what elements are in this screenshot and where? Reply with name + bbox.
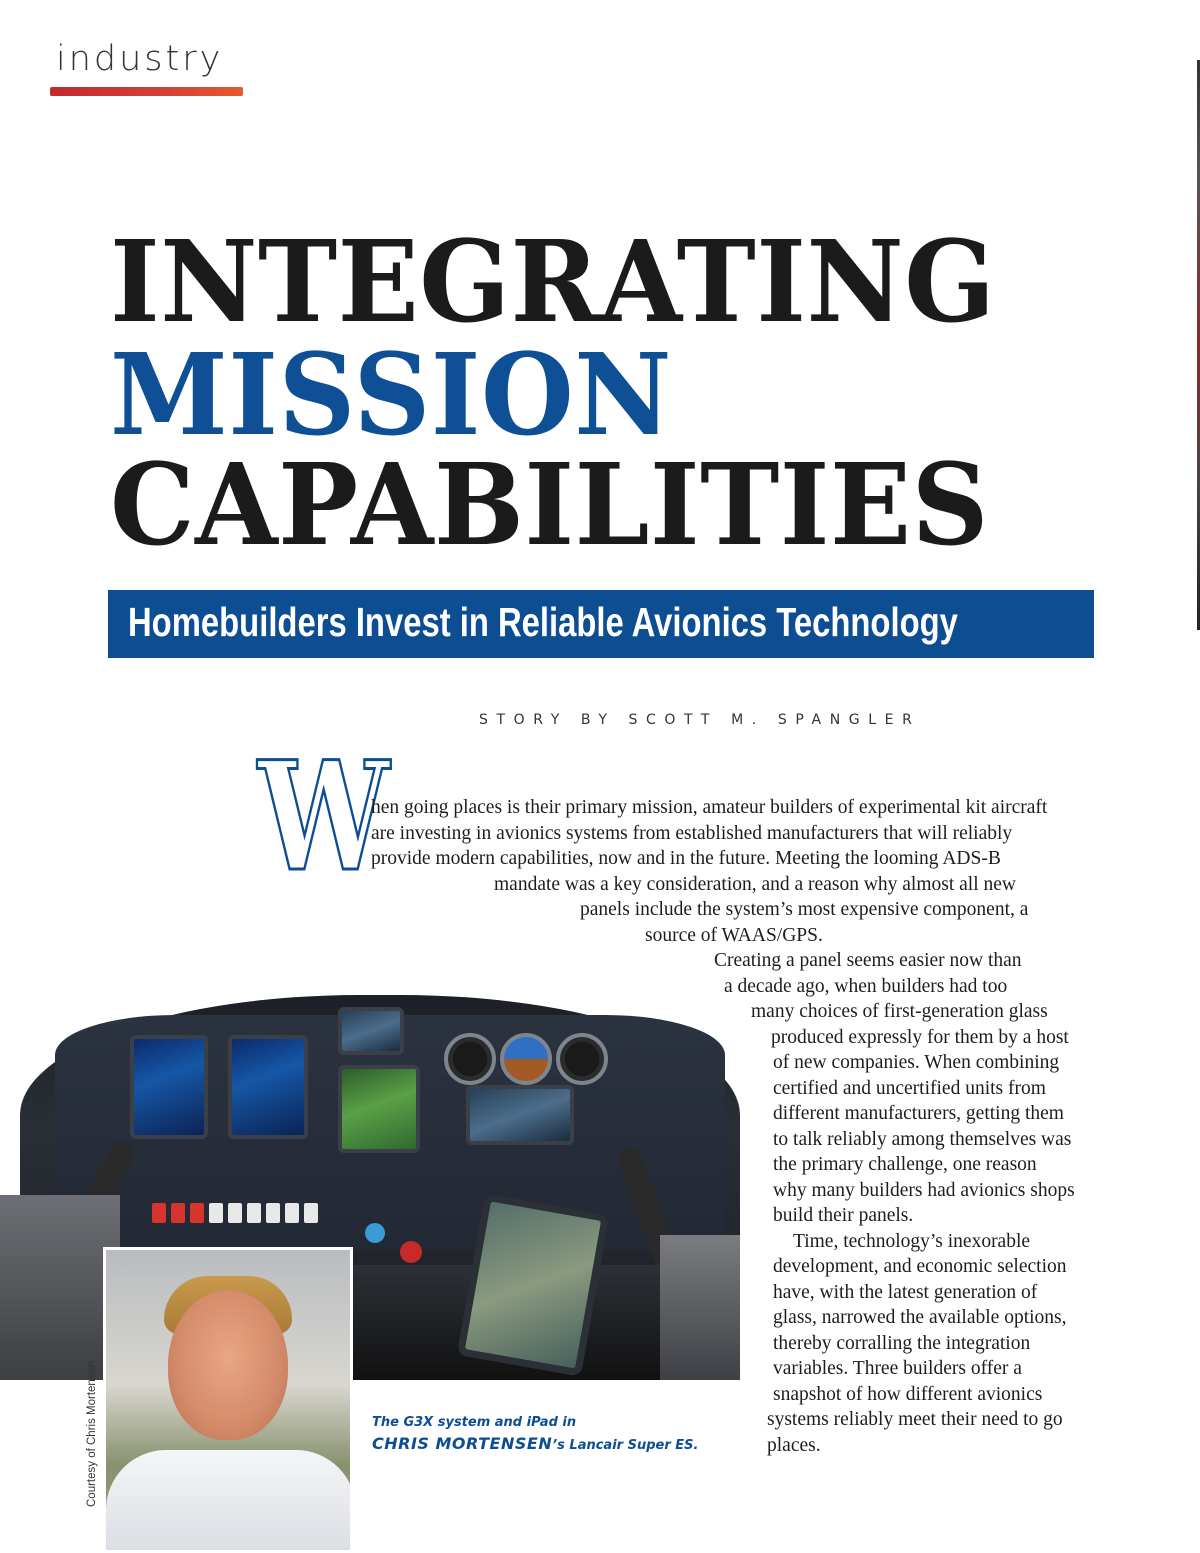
body-line: snapshot of how different avionics <box>773 1384 1043 1405</box>
switch <box>228 1203 242 1223</box>
subtitle-banner <box>108 590 1094 658</box>
gps-navigator <box>466 1085 574 1145</box>
body-line: certified and uncertified units from <box>773 1078 1046 1099</box>
portrait-shirt <box>106 1450 353 1553</box>
altimeter-gauge <box>556 1033 608 1085</box>
body-line: produced expressly for them by a host <box>771 1027 1069 1048</box>
portrait-face <box>168 1290 288 1440</box>
headline-line-1: INTEGRATING <box>110 217 996 348</box>
body-line: thereby corralling the integration <box>773 1333 1031 1354</box>
body-line: a decade ago, when builders had too <box>724 976 1008 997</box>
airspeed-gauge <box>444 1033 496 1085</box>
switch <box>247 1203 261 1223</box>
body-line: Time, technology’s inexorable <box>793 1231 1031 1252</box>
drop-cap: W <box>258 729 390 905</box>
body-line: build their panels. <box>773 1205 914 1226</box>
body-line: many choices of first-generation glass <box>751 1001 1048 1022</box>
gps-unit-top <box>338 1007 404 1055</box>
body-line: have, with the latest generation of <box>773 1282 1038 1303</box>
subtitle-text: Homebuilders Invest in Reliable Avionics Technology <box>128 599 958 645</box>
seat-right <box>660 1235 740 1380</box>
body-line: hen going places is their primary mission, amateur builders of experimental kit aircraft <box>371 797 1048 818</box>
caption-line-1: The G3X system and iPad in <box>372 1415 577 1430</box>
body-line: the primary challenge, one reason <box>773 1154 1037 1175</box>
body-line: Creating a panel seems easier now than <box>714 950 1022 971</box>
body-line: are investing in avionics systems from established manufacturers that will reliably <box>371 823 1013 844</box>
switch <box>152 1203 166 1223</box>
caption-line-2-rest: ’s Lancair Super ES. <box>552 1438 699 1453</box>
pfd-screen-left <box>130 1035 208 1139</box>
switch <box>266 1203 280 1223</box>
body-line: development, and economic selection <box>773 1256 1067 1277</box>
moving-map-screen <box>338 1065 420 1153</box>
body-line: glass, narrowed the available options, <box>773 1307 1067 1328</box>
caption-name: CHRIS MORTENSEN <box>372 1434 553 1453</box>
section-underline <box>50 87 243 96</box>
headline-line-3: CAPABILITIES <box>110 440 989 571</box>
body-line: variables. Three builders offer a <box>773 1358 1022 1379</box>
body-line: source of WAAS/GPS. <box>645 925 823 946</box>
body-line: places. <box>767 1435 821 1456</box>
body-line: provide modern capabilities, now and in the future. Meeting the looming ADS-B <box>371 848 1001 869</box>
body-line: different manufacturers, getting them <box>773 1103 1064 1124</box>
body-line: mandate was a key consideration, and a reason why almost all new <box>494 874 1016 895</box>
pfd-screen-right <box>228 1035 308 1139</box>
switch-row <box>152 1203 318 1223</box>
body-line: to talk reliably among themselves was <box>773 1129 1072 1150</box>
headline-line-2: MISSION <box>110 330 672 461</box>
section-label: industry <box>56 39 224 79</box>
body-line: why many builders had avionics shops <box>773 1180 1075 1201</box>
body-line: systems reliably meet their need to go <box>767 1409 1063 1430</box>
blue-knob <box>365 1223 385 1243</box>
portrait-photo <box>103 1247 353 1553</box>
caption-line-2 <box>372 1434 698 1453</box>
photo-credit: Courtesy of Chris Mortensen <box>86 1360 98 1507</box>
switch <box>304 1203 318 1223</box>
attitude-indicator <box>500 1033 552 1085</box>
switch <box>209 1203 223 1223</box>
switch <box>190 1203 204 1223</box>
switch <box>171 1203 185 1223</box>
byline: STORY BY SCOTT M. SPANGLER <box>479 712 921 728</box>
switch <box>285 1203 299 1223</box>
body-line: of new companies. When combining <box>773 1052 1060 1073</box>
red-knob <box>400 1241 422 1263</box>
seat-left <box>0 1195 120 1380</box>
body-line: panels include the system’s most expensive component, a <box>580 899 1029 920</box>
